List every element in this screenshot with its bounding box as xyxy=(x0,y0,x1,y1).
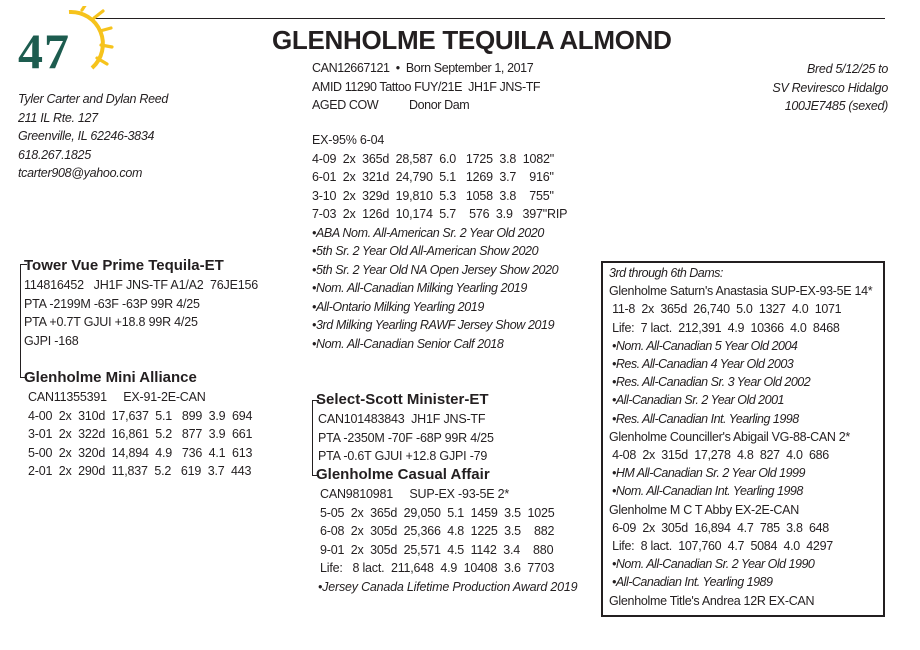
dam-record-line: 11-8 2x 365d 26,740 5.0 1327 4.0 1071 xyxy=(609,302,842,317)
dam-record-line: Life: 7 lact. 212,391 4.9 10366 4.0 8468 xyxy=(609,320,840,335)
sire-line: GJPI -168 xyxy=(24,333,79,348)
award-item: •ABA Nom. All-American Sr. 2 Year Old 2020 xyxy=(312,225,544,240)
dam-award-item: •All-Canadian Int. Yearling 1989 xyxy=(609,575,773,590)
sire-line: PTA -2199M -63F -63P 99R 4/25 xyxy=(24,296,200,311)
dam-line: 2-01 2x 290d 11,837 5.2 619 3.7 443 xyxy=(28,464,252,478)
classification: EX-95% 6-04 xyxy=(312,133,385,147)
sire-line: 114816452 JH1F JNS-TF A1/A2 76JE156 xyxy=(24,278,258,292)
dam-record-line: Glenholme M C T Abby EX-2E-CAN xyxy=(609,502,799,517)
dam-line: CAN11355391 EX-91-2E-CAN xyxy=(28,390,206,404)
identity-line: AGED COW Donor Dam xyxy=(312,98,470,112)
consignor-city: Greenville, IL 62246-3834 xyxy=(18,129,155,143)
maternal-dam-block xyxy=(316,465,577,596)
production-records xyxy=(312,131,567,353)
breeding-block xyxy=(772,60,888,116)
award-item: •3rd Milking Yearling RAWF Jersey Show 2019 xyxy=(312,318,555,332)
sire-name: Tower Vue Prime Tequila-ET xyxy=(24,257,224,274)
consignor-name: Tyler Carter and Dylan Reed xyxy=(18,92,169,106)
record-line: 4-09 2x 365d 28,587 6.0 1725 3.8 1082" xyxy=(312,151,554,166)
lot-number: 47 xyxy=(18,23,70,79)
maternal-dam-line: 6-08 2x 305d 25,366 4.8 1225 3.5 882 xyxy=(320,524,555,538)
dam-record-line: Glenholme Title's Andrea 12R EX-CAN xyxy=(609,593,815,608)
header-rule xyxy=(95,18,885,19)
dam-award-item: •Res. All-Canadian 4 Year Old 2003 xyxy=(609,357,794,372)
dam-line: 3-01 2x 322d 16,861 5.2 877 3.9 661 xyxy=(28,427,253,441)
award-item: •Nom. All-Canadian Milking Yearling 2019 xyxy=(312,281,527,295)
dam-line: 4-00 2x 310d 17,637 5.1 899 3.9 694 xyxy=(28,408,253,423)
maternal-sire-name: Select-Scott Minister-ET xyxy=(316,391,489,408)
dams-box-content xyxy=(609,264,872,610)
awards-list xyxy=(312,224,567,354)
dam-record-line: 6-09 2x 305d 16,894 4.7 785 3.8 648 xyxy=(609,520,829,535)
dam-name: Glenholme Mini Alliance xyxy=(24,369,197,386)
record-line: 6-01 2x 321d 24,790 5.1 1269 3.7 916" xyxy=(312,170,554,184)
dam-record-line: Glenholme Counciller's Abigail VG-88-CAN 2* xyxy=(609,429,850,444)
record-line: 7-03 2x 126d 10,174 5.7 576 3.9 397"RIP xyxy=(312,207,568,221)
dam-record-line: 4-08 2x 315d 17,278 4.8 827 4.0 686 xyxy=(609,448,829,463)
award-item: •Nom. All-Canadian Senior Calf 2018 xyxy=(312,336,504,351)
maternal-dam-award: •Jersey Canada Lifetime Production Award 2019 xyxy=(318,579,578,594)
dam-block xyxy=(24,368,252,481)
consignor-block xyxy=(18,90,168,183)
maternal-dam-line: 9-01 2x 305d 25,571 4.5 1142 3.4 880 xyxy=(320,542,554,557)
sire-block xyxy=(24,256,258,350)
award-item: •5th Sr. 2 Year Old All-American Show 2020 xyxy=(312,244,539,258)
dam-award-item: •Nom. All-Canadian Sr. 2 Year Old 1990 xyxy=(609,557,815,572)
identity-line: CAN12667121 • Born September 1, 2017 xyxy=(312,61,534,75)
record-line: 3-10 2x 329d 19,810 5.3 1058 3.8 755" xyxy=(312,188,554,203)
maternal-dam-line: 5-05 2x 365d 29,050 5.1 1459 3.5 1025 xyxy=(320,505,555,520)
dam-record-line: Glenholme Saturn's Anastasia SUP-EX-93-5E 14* xyxy=(609,284,873,299)
maternal-dam-name: Glenholme Casual Affair xyxy=(316,466,490,483)
award-item: •All-Ontario Milking Yearling 2019 xyxy=(312,299,484,314)
sire-line: PTA +0.7T GJUI +18.8 99R 4/25 xyxy=(24,315,198,329)
maternal-dam-line: CAN9810981 SUP-EX -93-5E 2* xyxy=(320,487,510,501)
consignor-email: tcarter908@yahoo.com xyxy=(18,166,143,180)
dam-award-item: •Nom. All-Canadian Int. Yearling 1998 xyxy=(609,484,803,499)
identity-block xyxy=(312,59,540,115)
dams-box-lines xyxy=(609,282,872,610)
page-title: GLENHOLME TEQUILA ALMOND xyxy=(272,25,672,55)
dam-record-line: Life: 8 lact. 107,760 4.7 5084 4.0 4297 xyxy=(609,539,833,554)
maternal-dam-line: Life: 8 lact. 211,648 4.9 10408 3.6 7703 xyxy=(320,561,555,575)
maternal-sire-line: PTA -0.6T GJUI +12.8 GJPI -79 xyxy=(318,449,488,463)
maternal-sire-line: CAN101483843 JH1F JNS-TF xyxy=(318,412,486,426)
consignor-street: 211 IL Rte. 127 xyxy=(18,110,98,125)
bred-date: Bred 5/12/25 to xyxy=(807,62,888,76)
dam-award-item: •Nom. All-Canadian 5 Year Old 2004 xyxy=(609,338,798,353)
dam-award-item: •All-Canadian Sr. 2 Year Old 2001 xyxy=(609,393,784,408)
dam-award-item: •HM All-Canadian Sr. 2 Year Old 1999 xyxy=(609,466,805,481)
award-item: •5th Sr. 2 Year Old NA Open Jersey Show 2020 xyxy=(312,262,559,277)
bred-code: 100JE7485 (sexed) xyxy=(784,99,888,113)
identity-line: AMID 11290 Tattoo FUY/21E JH1F JNS-TF xyxy=(312,79,541,94)
maternal-sire-block xyxy=(316,390,494,466)
consignor-phone: 618.267.1825 xyxy=(18,147,91,162)
dam-line: 5-00 2x 320d 14,894 4.9 736 4.1 613 xyxy=(28,445,253,460)
dams-box-heading: 3rd through 6th Dams: xyxy=(609,266,723,280)
dam-award-item: •Res. All-Canadian Sr. 3 Year Old 2002 xyxy=(609,375,811,390)
bred-sire: SV Reviresco Hidalgo xyxy=(772,80,888,95)
maternal-sire-line: PTA -2350M -70F -68P 99R 4/25 xyxy=(318,430,494,445)
dam-award-item: •Res. All-Canadian Int. Yearling 1998 xyxy=(609,411,799,426)
